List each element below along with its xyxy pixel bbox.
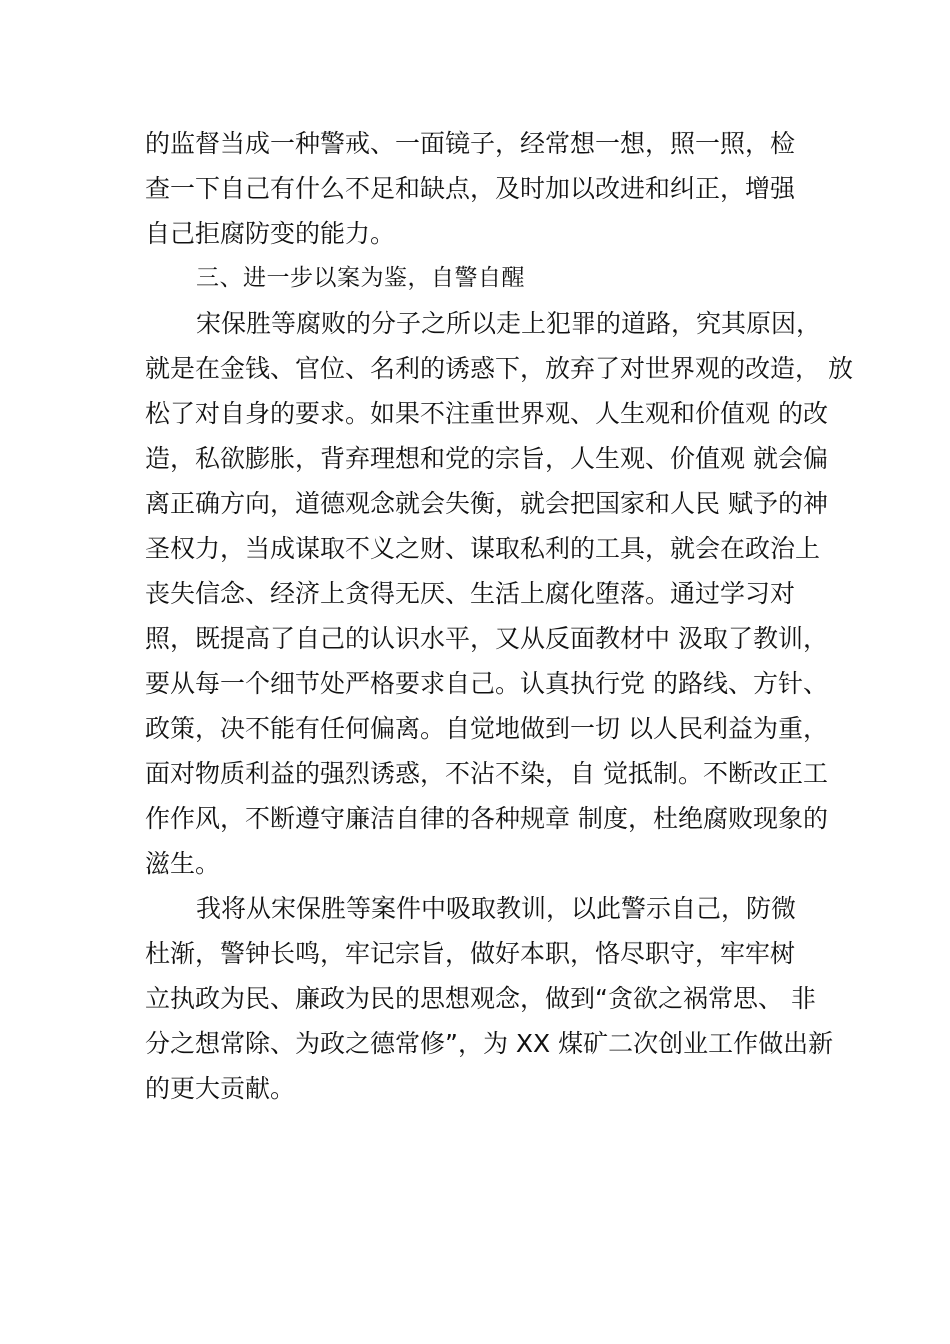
text-line: 圣权力，当成谋取不义之财、谋取私利的工具，就会在政治上 <box>145 534 821 563</box>
text-line: 查一下自己有什么不足和缺点，及时加以改进和纠正，增强 <box>145 174 796 203</box>
text-line: 宋保胜等腐败的分子之所以走上犯罪的道路，究其原因， <box>196 309 822 338</box>
text-line: 分之想常除、为政之德常修”，为 XX 煤矿二次创业工作做出新 <box>145 1029 834 1058</box>
continuation-paragraph <box>145 121 845 256</box>
text-line: 杜渐，警钟长鸣，牢记宗旨，做好本职，恪尽职守，牢牢树 <box>145 939 796 968</box>
paragraph-2 <box>145 886 845 1111</box>
paragraph-1 <box>145 301 853 886</box>
text-line: 就是在金钱、官位、名利的诱惑下，放弃了对世界观的改造， 放 <box>145 354 853 383</box>
text-line: 照，既提高了自己的认识水平，又从反面教材中 汲取了教训， <box>145 624 828 653</box>
text-line: 政策，决不能有任何偏离。自觉地做到一切 以人民利益为重， <box>145 714 828 743</box>
text-line: 的监督当成一种警戒、一面镜子，经常想一想，照一照，检 <box>145 129 796 158</box>
text-line: 面对物质利益的强烈诱惑，不沾不染，自 觉抵制。不断改正工 <box>145 759 828 788</box>
text-line: 离正确方向，道德观念就会失衡，就会把国家和人民 赋予的神 <box>145 489 828 518</box>
text-line: 造，私欲膨胀，背弃理想和党的宗旨，人生观、价值观 就会偏 <box>145 444 828 473</box>
text-line: 立执政为民、廉政为民的思想观念，做到“贪欲之祸常思、 非 <box>145 984 816 1013</box>
text-line: 作作风，不断遵守廉洁自律的各种规章 制度，杜绝腐败现象的 <box>145 804 828 833</box>
text-line: 的更大贡献。 <box>145 1074 296 1103</box>
text-line: 自己拒腐防变的能力。 <box>145 219 396 248</box>
section-heading: 三、进一步以案为鉴，自警自醒 <box>196 265 525 291</box>
text-line: 滋生。 <box>145 849 221 878</box>
document-body <box>145 121 853 1111</box>
text-line: 我将从宋保胜等案件中吸取教训，以此警示自己，防微 <box>196 894 797 923</box>
text-line: 松了对自身的要求。如果不注重世界观、人生观和价值观 的改 <box>145 399 828 428</box>
text-line: 要从每一个细节处严格要求自己。认真执行党 的路线、方针、 <box>145 669 828 698</box>
text-line: 丧失信念、经济上贪得无厌、生活上腐化堕落。通过学习对 <box>145 579 796 608</box>
